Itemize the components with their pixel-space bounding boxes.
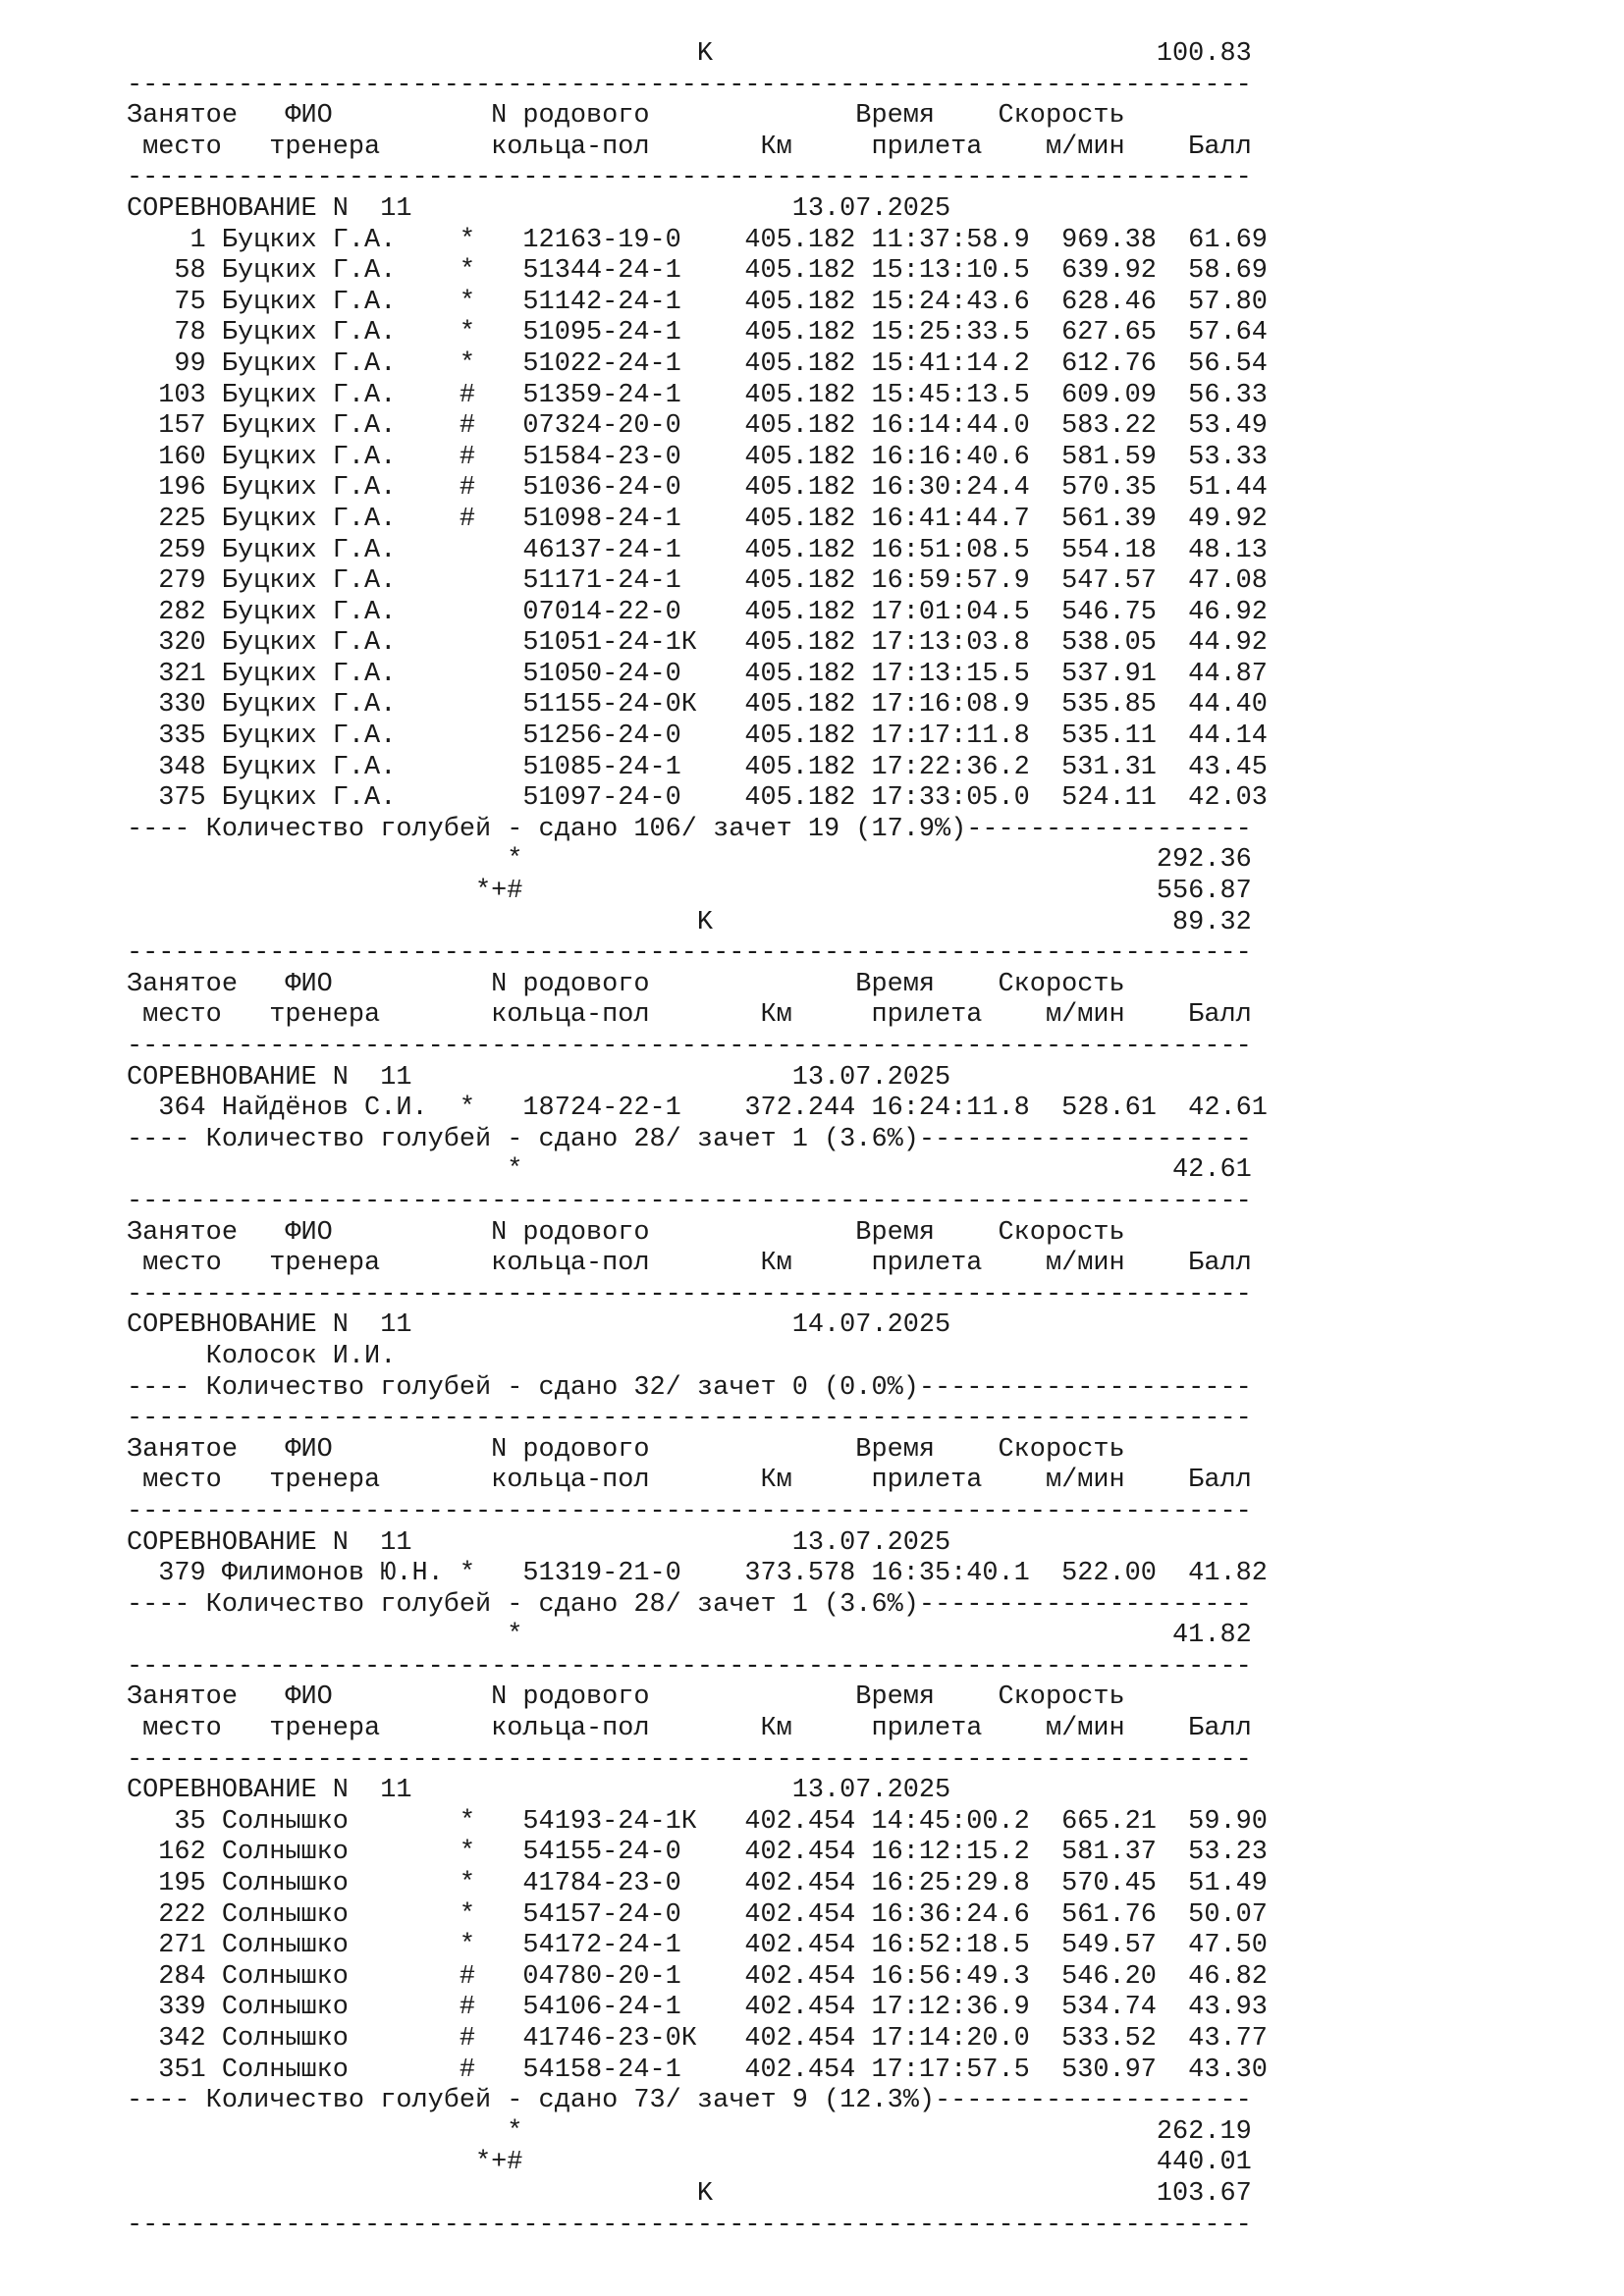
report-line: ----------------------------------------------------------------------- — [127, 1496, 1252, 1526]
report-line: 375 Буцких Г.А. 51097-24-0 405.182 17:33:05.0 524.11 42.03 — [127, 783, 1268, 814]
report-line: ----------------------------------------------------------------------- — [127, 1032, 1252, 1061]
report-line: место тренера кольца-пол Км прилета м/мин Балл — [127, 1466, 1252, 1496]
report-line: СОРЕВНОВАНИЕ N 11 13.07.2025 — [127, 1062, 951, 1093]
report-line: ----------------------------------------------------------------------- — [127, 70, 1252, 100]
report-line: 379 Филимонов Ю.Н. * 51319-21-0 373.578 16:35:40.1 522.00 41.82 — [127, 1559, 1268, 1589]
report-line: 75 Буцких Г.А. * 51142-24-1 405.182 15:24:43.6 628.46 57.80 — [127, 287, 1268, 317]
report-line: место тренера кольца-пол Км прилета м/мин Балл — [127, 1000, 1252, 1031]
report-line: Колосок И.И. — [127, 1341, 397, 1371]
report-line: Занятое ФИО N родового Время Скорость — [127, 1682, 1125, 1713]
report-line: ---- Количество голубей - сдано 28/ зачет 1 (3.6%)--------------------- — [127, 1124, 1252, 1154]
report-line: 342 Солнышко # 41746-23-0К 402.454 17:14:20.0 533.52 43.77 — [127, 2024, 1268, 2054]
report-line: 103 Буцких Г.А. # 51359-24-1 405.182 15:45:13.5 609.09 56.33 — [127, 380, 1268, 410]
report-line: место тренера кольца-пол Км прилета м/мин Балл — [127, 1714, 1252, 1744]
report-line: 157 Буцких Г.А. # 07324-20-0 405.182 16:14:44.0 583.22 53.49 — [127, 411, 1268, 442]
report-line: 1 Буцких Г.А. * 12163-19-0 405.182 11:37:58.9 969.38 61.69 — [127, 225, 1268, 255]
report-line: * 41.82 — [127, 1621, 1252, 1651]
report-line: место тренера кольца-пол Км прилета м/мин Балл — [127, 132, 1252, 162]
report-line: *+# 440.01 — [127, 2148, 1252, 2178]
report-line: СОРЕВНОВАНИЕ N 11 14.07.2025 — [127, 1310, 951, 1341]
report-line: ----------------------------------------------------------------------- — [127, 1404, 1252, 1434]
report-line: Занятое ФИО N родового Время Скорость — [127, 1217, 1125, 1248]
report-line: ----------------------------------------------------------------------- — [127, 938, 1252, 969]
report-line: *+# 556.87 — [127, 877, 1252, 907]
report-line: 271 Солнышко * 54172-24-1 402.454 16:52:18.5 549.57 47.50 — [127, 1931, 1268, 1961]
report-line: ----------------------------------------------------------------------- — [127, 1744, 1252, 1775]
report-line: ---- Количество голубей - сдано 106/ зачет 19 (17.9%)------------------ — [127, 814, 1252, 844]
report-line: 348 Буцких Г.А. 51085-24-1 405.182 17:22:36.2 531.31 43.45 — [127, 752, 1268, 782]
report-line: 222 Солнышко * 54157-24-0 402.454 16:36:24.6 561.76 50.07 — [127, 1899, 1268, 1930]
report-line: 335 Буцких Г.А. 51256-24-0 405.182 17:17:11.8 535.11 44.14 — [127, 721, 1268, 752]
report-line: 284 Солнышко # 04780-20-1 402.454 16:56:49.3 546.20 46.82 — [127, 1961, 1268, 1992]
report-line: ---- Количество голубей - сдано 28/ зачет 1 (3.6%)--------------------- — [127, 1589, 1252, 1620]
report-line: 195 Солнышко * 41784-23-0 402.454 16:25:29.8 570.45 51.49 — [127, 1869, 1268, 1899]
report-line: 162 Солнышко * 54155-24-0 402.454 16:12:15.2 581.37 53.23 — [127, 1838, 1268, 1868]
report-line: Занятое ФИО N родового Время Скорость — [127, 101, 1125, 132]
report-line: K 100.83 — [127, 39, 1252, 69]
report-line: СОРЕВНОВАНИЕ N 11 13.07.2025 — [127, 193, 951, 224]
report-line: 78 Буцких Г.А. * 51095-24-1 405.182 15:25:33.5 627.65 57.64 — [127, 318, 1268, 348]
report-page — [127, 39, 1268, 2241]
report-line: 58 Буцких Г.А. * 51344-24-1 405.182 15:13:10.5 639.92 58.69 — [127, 256, 1268, 287]
report-line: СОРЕВНОВАНИЕ N 11 13.07.2025 — [127, 1776, 951, 1806]
report-line: 35 Солнышко * 54193-24-1К 402.454 14:45:00.2 665.21 59.90 — [127, 1806, 1268, 1837]
report-line: 160 Буцких Г.А. # 51584-23-0 405.182 16:16:40.6 581.59 53.33 — [127, 442, 1268, 472]
report-line: 339 Солнышко # 54106-24-1 402.454 17:12:36.9 534.74 43.93 — [127, 1993, 1268, 2023]
report-line: K 103.67 — [127, 2178, 1252, 2209]
report-line: ----------------------------------------------------------------------- — [127, 1186, 1252, 1216]
report-line: ----------------------------------------------------------------------- — [127, 1279, 1252, 1309]
report-line: 99 Буцких Г.А. * 51022-24-1 405.182 15:41:14.2 612.76 56.54 — [127, 348, 1268, 379]
report-line: * 262.19 — [127, 2116, 1252, 2147]
report-line: 320 Буцких Г.А. 51051-24-1К 405.182 17:13:03.8 538.05 44.92 — [127, 628, 1268, 659]
report-line: * 292.36 — [127, 845, 1252, 876]
report-line: ----------------------------------------------------------------------- — [127, 2210, 1252, 2240]
report-line: 351 Солнышко # 54158-24-1 402.454 17:17:57.5 530.97 43.30 — [127, 2055, 1268, 2085]
report-line: Занятое ФИО N родового Время Скорость — [127, 969, 1125, 999]
report-line: Занятое ФИО N родового Время Скорость — [127, 1434, 1125, 1465]
report-line: K 89.32 — [127, 907, 1252, 937]
report-line: 330 Буцких Г.А. 51155-24-0К 405.182 17:16:08.9 535.85 44.40 — [127, 690, 1268, 721]
report-line: 321 Буцких Г.А. 51050-24-0 405.182 17:13:15.5 537.91 44.87 — [127, 659, 1268, 689]
report-line: 259 Буцких Г.А. 46137-24-1 405.182 16:51:08.5 554.18 48.13 — [127, 535, 1268, 565]
report-line: место тренера кольца-пол Км прилета м/мин Балл — [127, 1249, 1252, 1279]
report-line: 279 Буцких Г.А. 51171-24-1 405.182 16:59:57.9 547.57 47.08 — [127, 566, 1268, 597]
report-line: СОРЕВНОВАНИЕ N 11 13.07.2025 — [127, 1527, 951, 1558]
report-line: 282 Буцких Г.А. 07014-22-0 405.182 17:01:04.5 546.75 46.92 — [127, 597, 1268, 627]
report-line: 364 Найдёнов С.И. * 18724-22-1 372.244 16:24:11.8 528.61 42.61 — [127, 1094, 1268, 1124]
report-line: 225 Буцких Г.А. # 51098-24-1 405.182 16:41:44.7 561.39 49.92 — [127, 504, 1268, 534]
report-line: ---- Количество голубей - сдано 32/ зачет 0 (0.0%)--------------------- — [127, 1372, 1252, 1403]
report-line: * 42.61 — [127, 1155, 1252, 1186]
report-line: 196 Буцких Г.А. # 51036-24-0 405.182 16:30:24.4 570.35 51.44 — [127, 473, 1268, 504]
report-line: ----------------------------------------------------------------------- — [127, 1651, 1252, 1682]
report-line: ---- Количество голубей - сдано 73/ зачет 9 (12.3%)-------------------- — [127, 2086, 1252, 2116]
report-line: ----------------------------------------------------------------------- — [127, 163, 1252, 193]
